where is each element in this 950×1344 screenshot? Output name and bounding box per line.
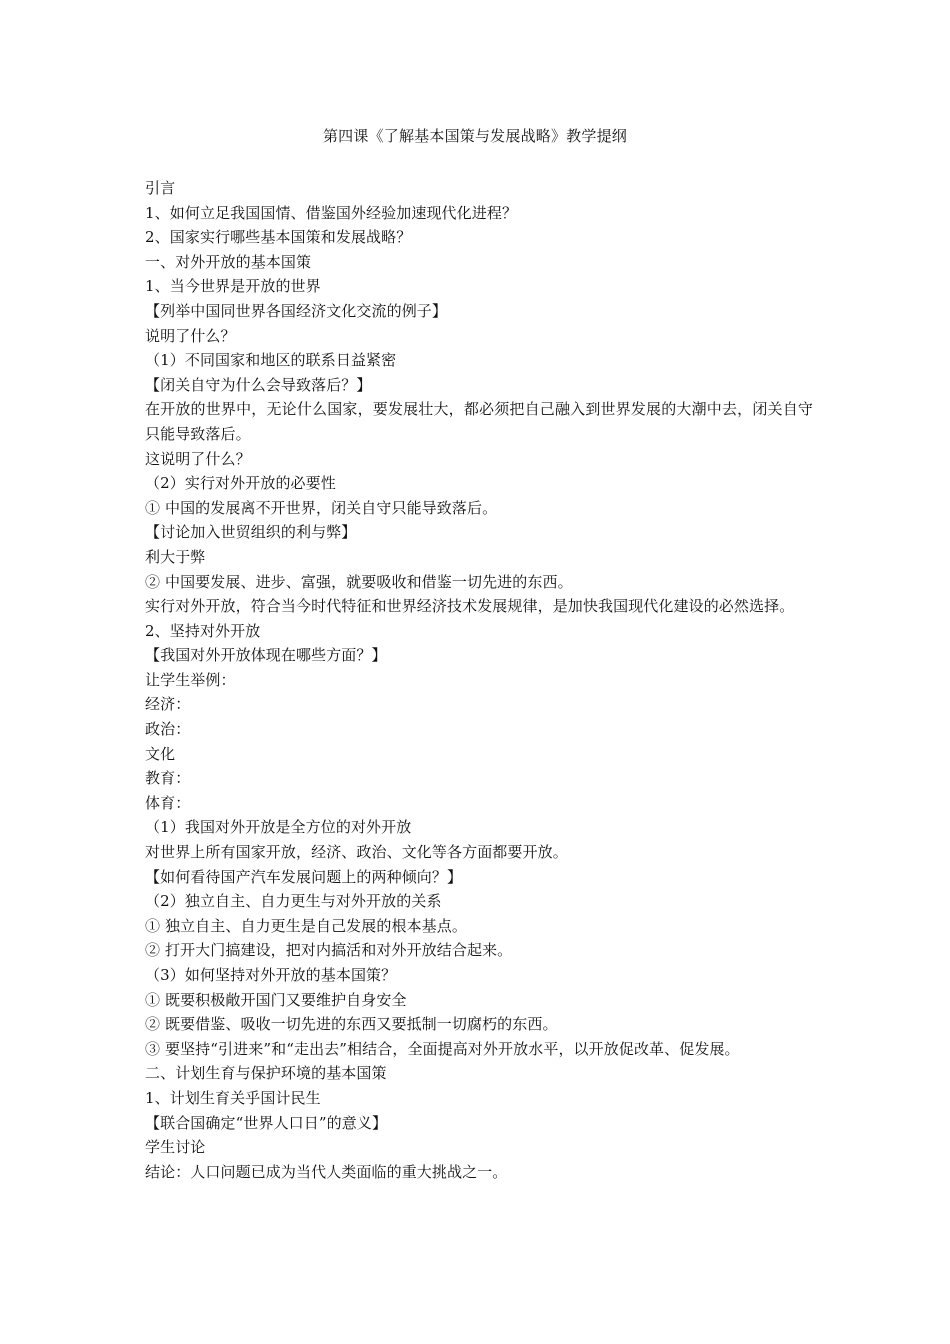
paragraph: 在开放的世界中，无论什么国家，要发展壮大，都必须把自己融入到世界发展的大潮中去，闭关自守只能导致落后。 xyxy=(145,400,813,443)
document-body xyxy=(145,176,813,1184)
text-line: 让学生举例： xyxy=(145,670,236,689)
text-line: 对世界上所有国家开放，经济、政治、文化等各方面都要开放。 xyxy=(145,843,568,862)
text-line: 1、如何立足我国国情、借鉴国外经验加速现代化进程？ xyxy=(145,203,518,222)
prompt-line: 【列举中国同世界各国经济文化交流的例子】 xyxy=(145,301,448,320)
text-line: ③ 要坚持“引进来”和“走出去”相结合，全面提高对外开放水平，以开放促改革、促发展。 xyxy=(145,1039,740,1058)
text-line: ① 中国的发展离不开世界，闭关自守只能导致落后。 xyxy=(145,498,498,517)
text-line: 引言 xyxy=(145,179,176,197)
text-line: ② 既要借鉴、吸收一切先进的东西又要抵制一切腐朽的东西。 xyxy=(145,1015,558,1034)
text-line: （1）不同国家和地区的联系日益紧密 xyxy=(145,351,397,370)
document-title: 第四课《了解基本国策与发展战略》教学提纲 xyxy=(322,127,627,145)
text-line: 2、国家实行哪些基本国策和发展战略？ xyxy=(145,228,412,247)
text-line: 这说明了什么？ xyxy=(145,449,251,468)
text-line: 经济： xyxy=(145,695,191,714)
subsection-heading: 1、当今世界是开放的世界 xyxy=(145,277,321,296)
section-heading: 二、计划生育与保护环境的基本国策 xyxy=(145,1064,387,1083)
text-line: 说明了什么？ xyxy=(145,326,236,345)
prompt-line: 【联合国确定“世界人口日”的意义】 xyxy=(145,1113,388,1132)
text-line: 政治： xyxy=(145,720,191,739)
text-line: （2）实行对外开放的必要性 xyxy=(145,474,336,493)
subsection-heading: 1、计划生育关乎国计民生 xyxy=(145,1088,321,1107)
text-line: ② 打开大门搞建设，把对内搞活和对外开放结合起来。 xyxy=(145,941,513,960)
text-line: ① 独立自主、自力更生是自己发展的根本基点。 xyxy=(145,916,467,935)
prompt-line: 【讨论加入世贸组织的利与弊】 xyxy=(145,523,357,542)
section-heading: 一、对外开放的基本国策 xyxy=(145,252,312,271)
prompt-line: 【如何看待国产汽车发展问题上的两种倾向？】 xyxy=(145,867,463,886)
text-line: 文化 xyxy=(145,744,176,763)
text-line: （1）我国对外开放是全方位的对外开放 xyxy=(145,818,412,837)
text-line: ② 中国要发展、进步、富强，就要吸收和借鉴一切先进的东西。 xyxy=(145,572,573,591)
text-line: 教育： xyxy=(145,769,191,788)
text-line: 学生讨论 xyxy=(145,1138,206,1157)
text-line: （3）如何坚持对外开放的基本国策？ xyxy=(145,966,397,984)
text-line: 结论：人口问题已成为当代人类面临的重大挑战之一。 xyxy=(145,1162,508,1181)
prompt-line: 【闭关自守为什么会导致落后？】 xyxy=(145,375,372,394)
text-line: （2）独立自主、自力更生与对外开放的关系 xyxy=(145,892,442,911)
text-line: 利大于弊 xyxy=(145,547,206,566)
text-line: 体育： xyxy=(145,793,191,812)
text-line: ① 既要积极敞开国门又要维护自身安全 xyxy=(145,990,407,1009)
subsection-heading: 2、坚持对外开放 xyxy=(145,621,261,640)
paragraph: 实行对外开放，符合当今时代特征和世界经济技术发展规律，是加快我国现代化建设的必然选择。 xyxy=(145,597,795,616)
prompt-line: 【我国对外开放体现在哪些方面？】 xyxy=(145,646,387,665)
